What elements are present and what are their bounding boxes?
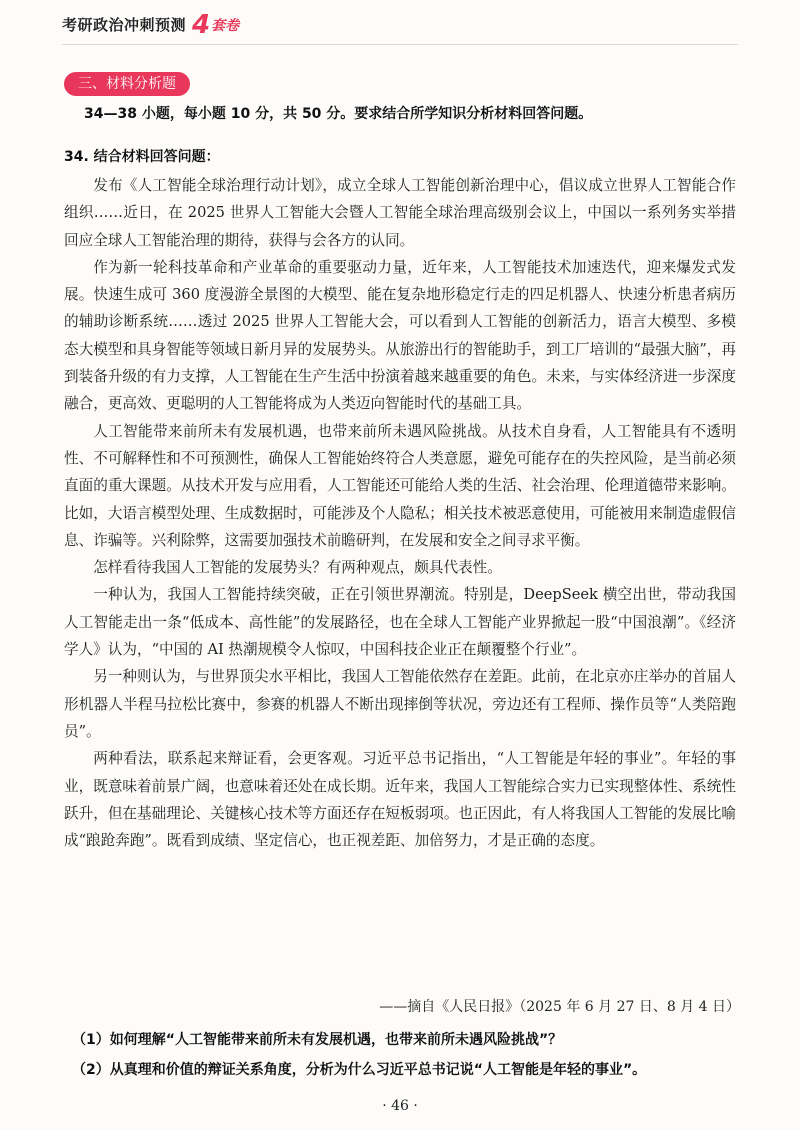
section-description: 34—38 小题，每小题 10 分，共 50 分。要求结合所学知识分析材料回答问题。 — [84, 106, 593, 122]
page-number: · 46 · — [382, 1098, 418, 1114]
brand-number: 4 — [192, 9, 211, 40]
material-source: ——摘自《人民日报》（2025 年 6 月 27 日、8 月 4 日） — [379, 999, 740, 1015]
material-paragraph: 两种看法，联系起来辩证看，会更客观。习近平总书记指出，“人工智能是年轻的事业”。年轻的事业，既意味着前景广阔，也意味着还处在成长期。近年来，我国人工智能综合实力已实现整体性、系统性跃升，但在基础理论、关键核心技术等方面还存在短板弱项。也正因此，有人将我国人工智能的发展比喻成“踉跄奔跑”。既看到成绩、坚定信心，也正视差距、加倍努力，才是正确的态度。 — [64, 750, 736, 850]
brand-logo — [192, 9, 240, 40]
header-divider — [62, 44, 738, 45]
material-paragraph: 作为新一轮科技革命和产业革命的重要驱动力量，近年来，人工智能技术加速迭代，迎来爆发式发展。快速生成可 360 度漫游全景图的大模型、能在复杂地形稳定行走的四足机器人、快速分析患者病历的辅助诊断系统……透过 2025 世界人工智能大会，可以看到人工智能的创新活力，语言大模型、多模态大模型和具身智能等领域日新月异的发展势头。从旅游出行的智能助手，到工厂培训的“最强大脑”，再到装备升级的有力支撑，人工智能在生产生活中扮演着越来越重要的角色。未来，与实体经济进一步深度融合，更高效、更聪明的人工智能将成为人类迈向智能时代的基础工具。 — [64, 258, 736, 413]
material-paragraph: 人工智能带来前所未有发展机遇，也带来前所未遇风险挑战。从技术自身看，人工智能具有不透明性、不可解释性和不可预测性，确保人工智能始终符合人类意愿，避免可能存在的失控风险，是当前必须直面的重大课题。从技术开发与应用看，人工智能还可能给人类的生活、社会治理、伦理道德带来影响。比如，大语言模型处理、生成数据时，可能涉及个人隐私；相关技术被恶意使用，可能被用来制造虚假信息、诈骗等。兴利除弊，这需要加强技术前瞻研判，在发展和安全之间寻求平衡。 — [64, 422, 736, 549]
question-title: 34. 结合材料回答问题： — [64, 149, 220, 165]
material-paragraph: 一种认为，我国人工智能持续突破，正在引领世界潮流。特别是，DeepSeek 横空出世，带动我国人工智能走出一条“低成本、高性能”的发展路径，也在全球人工智能产业界掀起一股“中国浪潮”。《经济学人》认为，“中国的 AI 热潮规模令人惊叹，中国科技企业正在颠覆整个行业”。 — [64, 586, 736, 659]
material-paragraph: 另一种则认为，与世界顶尖水平相比，我国人工智能依然存在差距。此前，在北京亦庄举办的首届人形机器人半程马拉松比赛中，参赛的机器人不断出现摔倒等状况，旁边还有工程师、操作员等“人类陪跑员”。 — [64, 668, 736, 740]
book-title: 考研政治冲刺预测 — [62, 16, 187, 34]
material-paragraph: 发布《人工智能全球治理行动计划》，成立全球人工智能创新治理中心，倡议成立世界人工智能合作组织……近日，在 2025 世界人工智能大会暨人工智能全球治理高级别会议上，中国以一系列务实举措回应全球人工智能治理的期待，获得与会各方的认同。 — [64, 177, 736, 249]
brand-text: 套卷 — [211, 17, 240, 34]
sub-question-1: （1）如何理解“人工智能带来前所未有发展机遇，也带来前所未遇风险挑战”？ — [72, 1032, 563, 1048]
page-header — [62, 9, 240, 40]
material-paragraph: 怎样看待我国人工智能的发展势头？有两种观点，颇具代表性。 — [93, 559, 502, 577]
sub-question-2: （2）从真理和价值的辩证关系角度，分析为什么习近平总书记说“人工智能是年轻的事业”。 — [72, 1062, 647, 1078]
section-tag: 三、材料分析题 — [64, 72, 190, 96]
material-text — [64, 172, 736, 854]
